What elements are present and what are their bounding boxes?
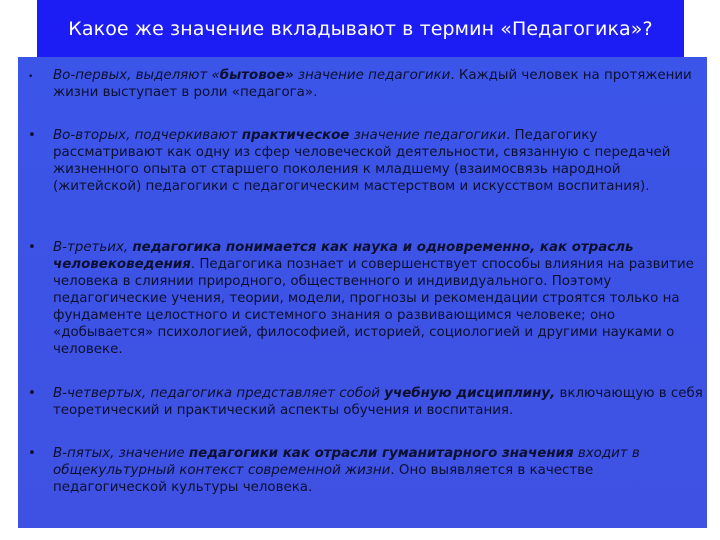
text-italic: В-третьих,: [53, 240, 133, 255]
text-bold-italic: педагогика понимается как наука и одновременно, как отрасль человековедения: [53, 240, 634, 272]
bullet-icon: •: [28, 128, 36, 143]
bullet-icon: •: [28, 386, 36, 401]
text-regular: . Каждый человек на протяжении жизни выступает в роли «педагога».: [53, 68, 692, 100]
text-italic: значение педагогики: [349, 128, 507, 143]
text-regular: . Оно выявляется в качестве педагогической культуры человека.: [53, 463, 594, 495]
bullet-icon: •: [28, 72, 34, 82]
slide-title: Какое же значение вкладывают в термин «Педагогика»?: [68, 17, 653, 40]
bullet-icon: •: [28, 240, 36, 255]
text-italic: В-пятых, значение: [53, 446, 189, 461]
text-bold-italic: практическое: [241, 128, 350, 143]
text-bold-italic: учебную дисциплину,: [384, 386, 556, 401]
text-bold-italic: бытовое»: [219, 68, 294, 83]
text-italic: входит в общекультурный контекст современной жизни: [53, 446, 640, 478]
bullet-icon: •: [28, 446, 36, 461]
list-item-text: [53, 127, 705, 195]
text-italic: В-четвертых, педагогика представляет собой: [53, 386, 385, 401]
text-italic: Во-первых, выделяют «: [53, 68, 220, 83]
text-regular: включающую в себя теоретический и практический аспекты обучения и воспитания.: [53, 386, 703, 418]
list-item-text: [53, 67, 705, 101]
text-regular: . Педагогику рассматривают как одну из сфер человеческой деятельности, связанную с передачей жизненного опыта от старшего поколения к младшему (взаимосвязь народной (житейской) педагогики с педагогическим мастерством и искусством воспитания).: [53, 128, 671, 194]
text-italic: значение педагогики: [293, 68, 451, 83]
text-bold-italic: педагогики как отрасли гуманитарного значения: [188, 446, 574, 461]
content-panel: [18, 57, 707, 528]
text-italic: Во-вторых, подчеркивают: [53, 128, 242, 143]
list-item-text: [53, 239, 705, 358]
title-bar: [37, 0, 684, 57]
text-regular: . Педагогика познает и совершенствует способы влияния на развитие человека в слиянии природного, общественного и индивидуального. Поэтому педагогические учения, теории, модели, прогнозы и рекомендации строятся только на фундаменте целостного и системного знания о развивающимся человеке; оно «добывается» психологией, философией, историей, социологией и другими науками о человеке.: [53, 257, 694, 357]
list-item-text: [53, 385, 705, 419]
list-item-text: [53, 445, 705, 496]
